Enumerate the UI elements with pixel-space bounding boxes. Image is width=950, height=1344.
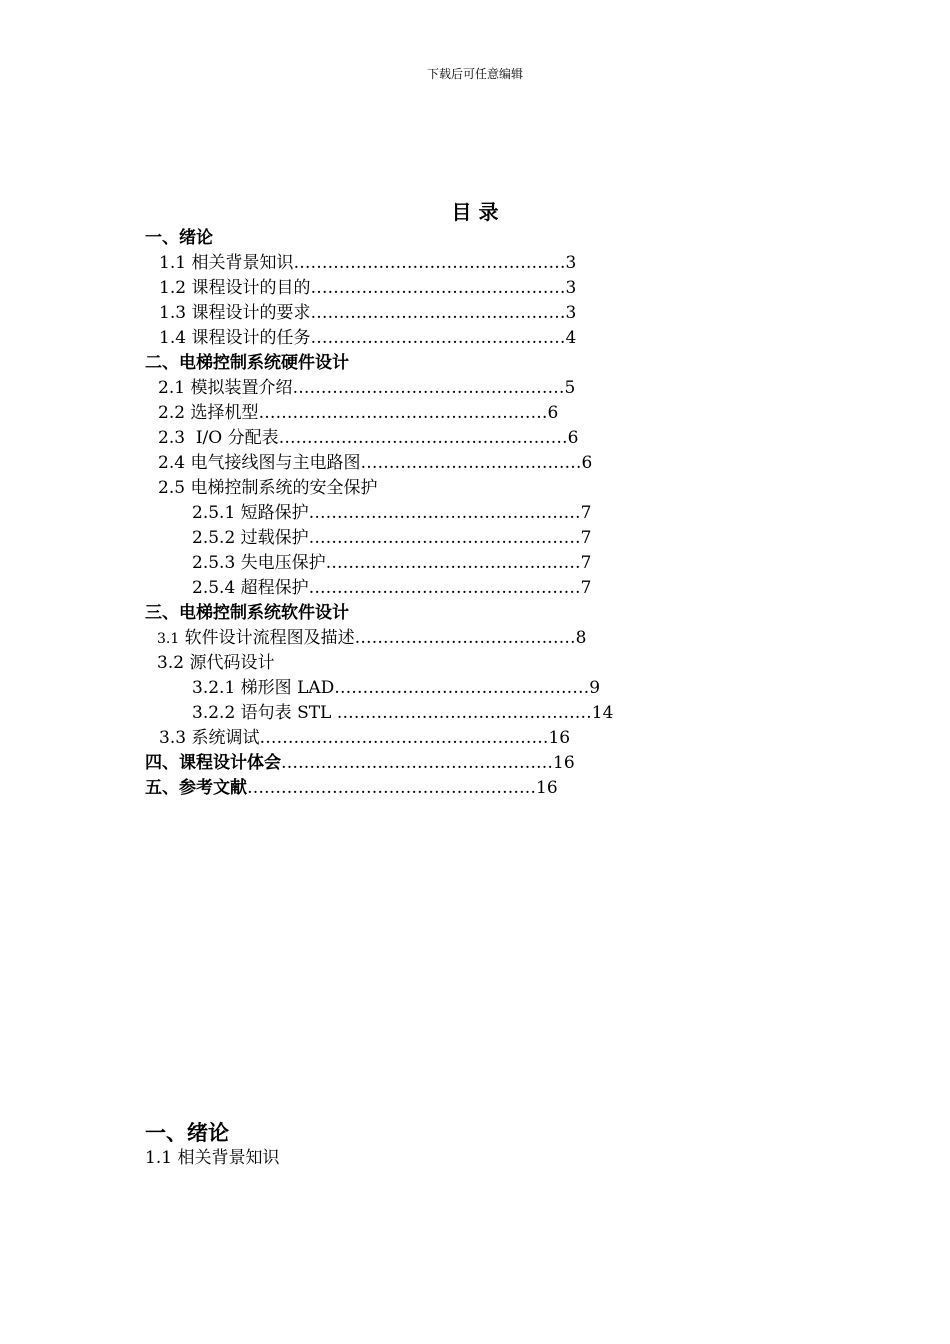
toc-entry-label: 1.4 课程设计的任务 <box>159 328 311 348</box>
toc-page-number: 14 <box>591 703 614 723</box>
toc-entry-1-2[interactable] <box>159 276 576 301</box>
toc-entry-2-5-3[interactable] <box>192 551 592 576</box>
toc-title: 目 录 <box>451 200 499 224</box>
toc-entry-2-5-2[interactable] <box>192 526 592 551</box>
toc-entry-label: 二、电梯控制系统硬件设计 <box>145 353 349 373</box>
toc-dot-leader: …………………………………………… <box>259 728 549 748</box>
toc-entry-label: 2.5.3 失电压保护 <box>192 553 326 573</box>
toc-entry-chapter-5[interactable] <box>145 776 558 801</box>
toc-dot-leader: …………………………………………… <box>247 778 536 798</box>
toc-page-number: 3 <box>565 278 577 298</box>
toc-entry-label: 2.5.2 过载保护 <box>192 528 309 548</box>
toc-entry-3-2-1[interactable] <box>192 676 600 701</box>
toc-entry-label: 3.3 系统调试 <box>159 728 260 748</box>
toc-entry-chapter-2[interactable] <box>145 351 349 376</box>
toc-entry-3-3[interactable] <box>159 726 570 751</box>
toc-page-number: 7 <box>580 578 592 598</box>
toc-page-number: 6 <box>581 453 593 473</box>
toc-entry-chapter-1[interactable] <box>145 226 213 251</box>
toc-page-number: 4 <box>565 328 577 348</box>
toc-entry-label: 1.3 课程设计的要求 <box>159 303 311 323</box>
toc-entry-3-2-2[interactable] <box>192 701 613 726</box>
toc-entry-2-5-1[interactable] <box>192 501 592 526</box>
toc-page-number: 7 <box>580 528 592 548</box>
toc-entry-2-5[interactable] <box>158 476 377 501</box>
toc-entry-chapter-3[interactable] <box>145 601 349 626</box>
toc-page-number: 6 <box>547 403 559 423</box>
toc-page-number: 6 <box>567 428 579 448</box>
section-heading: 一、绪论 <box>145 1121 229 1145</box>
toc-entry-1-1[interactable] <box>159 251 576 276</box>
toc-dot-leader: ………………………………………… <box>292 378 565 398</box>
toc-dot-leader: ………………………………………… <box>308 578 581 598</box>
toc-dot-leader: ……………………………………… <box>334 678 590 698</box>
toc-dot-leader: ………………………………… <box>360 453 582 473</box>
toc-dot-leader: ……………………………………… <box>310 278 566 298</box>
toc-entry-label: 软件设计流程图及描述 <box>184 628 355 648</box>
toc-page-number: 5 <box>564 378 576 398</box>
toc-entry-label: 2.5.1 短路保护 <box>192 503 309 523</box>
toc-dot-leader: ………………………………………… <box>293 253 566 273</box>
toc-dot-leader: ……………………………………… <box>336 703 592 723</box>
toc-entry-label: 2.2 选择机型 <box>158 403 259 423</box>
toc-page-number: 9 <box>589 678 601 698</box>
toc-page-number: 16 <box>548 728 571 748</box>
toc-page-number: 3 <box>565 303 577 323</box>
toc-dot-leader: ……………………………………… <box>325 553 581 573</box>
toc-dot-leader: ………………………………………… <box>308 528 581 548</box>
toc-page-number: 8 <box>575 628 587 648</box>
toc-entry-3-1[interactable] <box>157 626 587 651</box>
toc-entry-2-3[interactable] <box>158 426 578 451</box>
toc-entry-label: 1.2 课程设计的目的 <box>159 278 311 298</box>
toc-entry-1-4[interactable] <box>159 326 576 351</box>
toc-entry-label: 2.5.4 超程保护 <box>192 578 309 598</box>
toc-entry-label: 一、绪论 <box>145 228 213 248</box>
toc-page-number: 16 <box>553 753 575 773</box>
toc-entry-2-2[interactable] <box>158 401 558 426</box>
toc-dot-leader: ……………………………………… <box>310 328 566 348</box>
toc-entry-label: 三、电梯控制系统软件设计 <box>145 603 349 623</box>
toc-entry-2-4[interactable] <box>158 451 592 476</box>
toc-entry-label: 3.2.2 语句表 STL <box>192 703 337 723</box>
toc-entry-1-3[interactable] <box>159 301 576 326</box>
toc-entry-label: 2.5 电梯控制系统的安全保护 <box>158 478 378 498</box>
toc-entry-label: 1.1 相关背景知识 <box>159 253 294 273</box>
toc-page-number: 7 <box>580 553 592 573</box>
toc-entry-label: 2.3 I/O 分配表 <box>158 428 279 448</box>
toc-entry-number: 3.1 <box>157 631 180 647</box>
section-subheading: 1.1 相关背景知识 <box>145 1148 280 1168</box>
toc-entry-2-5-4[interactable] <box>192 576 592 601</box>
toc-entry-2-1[interactable] <box>158 376 575 401</box>
toc-entry-label: 3.2.1 梯形图 LAD <box>192 678 335 698</box>
toc-dot-leader: ………………………………………… <box>281 753 553 773</box>
toc-entry-label: 2.1 模拟装置介绍 <box>158 378 293 398</box>
toc-page-number: 16 <box>536 778 558 798</box>
toc-page-number: 3 <box>565 253 577 273</box>
toc-entry-3-2[interactable] <box>157 651 274 676</box>
toc-entry-chapter-4[interactable] <box>145 751 575 776</box>
toc-entry-label: 3.2 源代码设计 <box>157 653 275 673</box>
toc-dot-leader: ………………………………………… <box>308 503 581 523</box>
toc-dot-leader: …………………………………………… <box>258 403 548 423</box>
toc-page-number: 7 <box>580 503 592 523</box>
toc-entry-label: 2.4 电气接线图与主电路图 <box>158 453 361 473</box>
toc-dot-leader: …………………………………………… <box>278 428 568 448</box>
page-header: 下载后可任意编辑 <box>426 67 523 81</box>
toc-dot-leader: ………………………………… <box>354 628 576 648</box>
toc-entry-label: 四、课程设计体会 <box>145 753 281 773</box>
toc-dot-leader: ……………………………………… <box>310 303 566 323</box>
toc-entry-label: 五、参考文献 <box>145 778 247 798</box>
